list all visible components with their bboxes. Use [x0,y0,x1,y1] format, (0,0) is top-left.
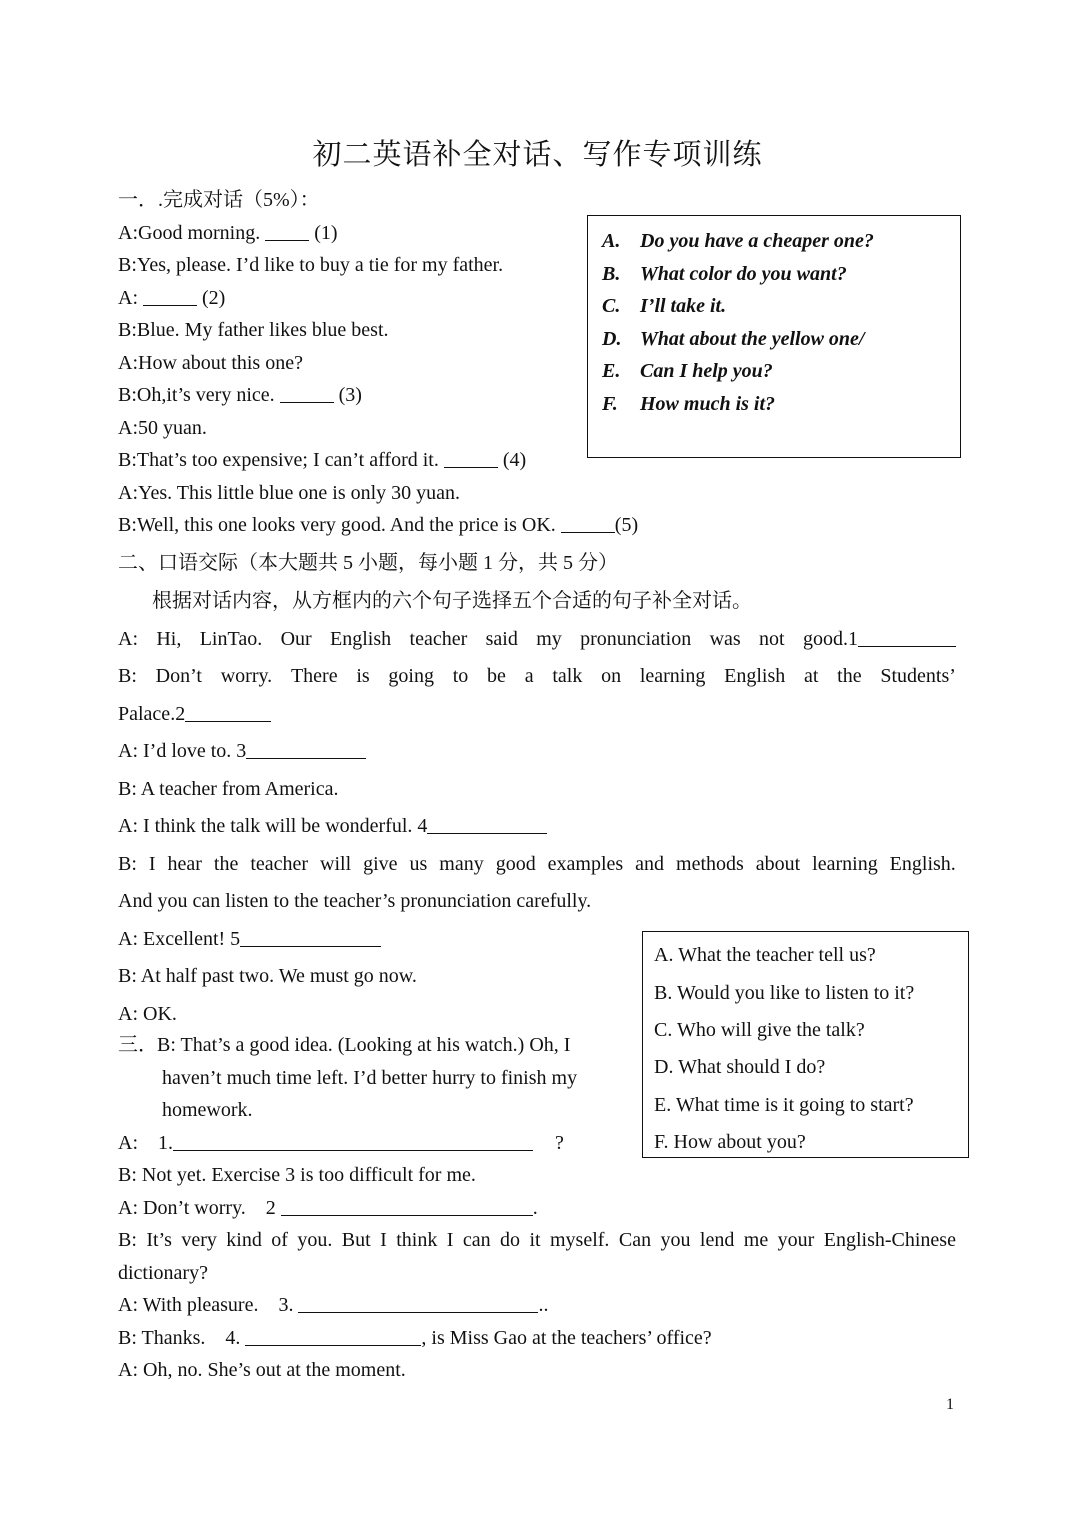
answer-blank[interactable] [245,1325,421,1346]
option-item: D. What about the yellow one/ [602,328,865,350]
page-number: 1 [946,1396,954,1413]
page-title: 初二英语补全对话、写作专项训练 [312,139,763,171]
dialogue-line: B: That’s a good idea. (Looking at his watch.) Oh, I [157,1034,571,1056]
answer-blank[interactable] [173,1130,533,1151]
dialogue-line: A:50 yuan. [118,417,207,439]
dialogue-line: A: Hi, LinTao. Our English teacher said my pronunciation was not good.1 [118,626,956,652]
dialogue-line: B: Not yet. Exercise 3 is too difficult for me. [118,1164,476,1186]
dialogue-line: B: Don’t worry. There is going to be a talk on learning English at the Students’ [118,665,956,687]
dialogue-line: Palace.2 [118,701,271,727]
dialogue-line: A: 1. ? [118,1132,564,1154]
answer-blank[interactable] [298,1292,538,1313]
option-item: B. What color do you want? [602,263,847,285]
dialogue-line [118,447,526,473]
answer-blank[interactable] [265,220,309,241]
dialogue-line: dictionary? [118,1262,208,1284]
dialogue-line: A:Yes. This little blue one is only 30 yuan. [118,482,461,504]
dialogue-line: A: With pleasure. 3. .. [118,1294,549,1316]
blank-number: (3) [333,384,362,406]
dialogue-line: B: It’s very kind of you. But I think I can do it myself. Can you lend me your English-Chinese [118,1229,956,1251]
dialogue-line: A: Oh, no. She’s out at the moment. [118,1359,406,1381]
blank-number: (2) [197,287,226,309]
answer-blank[interactable] [858,626,956,647]
answer-blank[interactable] [281,1195,533,1216]
option-item: C. Who will give the talk? [654,1019,865,1041]
options-box-1 [587,215,961,458]
blank-number: (5) [614,514,639,536]
line-text: A:Good morning. [118,222,266,244]
answer-blank[interactable] [143,285,197,306]
dialogue-line: A: I think the talk will be wonderful. 4 [118,813,547,839]
option-item: F. How much is it? [602,393,776,415]
option-item: A. Do you have a cheaper one? [602,230,874,252]
dialogue-line: And you can listen to the teacher’s pronunciation carefully. [118,890,592,912]
line-text: B:Well, this one looks very good. And the price is OK. [118,514,561,536]
dialogue-line: B: Thanks. 4. , is Miss Gao at the teachers’ office? [118,1327,712,1349]
dialogue-line: homework. [162,1099,253,1121]
section2-instruction: 根据对话内容，从方框内的六个句子选择五个合适的句子补全对话。 [152,590,752,612]
answer-blank[interactable] [427,813,547,834]
dialogue-line: B: At half past two. We must go now. [118,965,417,987]
dialogue-line: B: A teacher from America. [118,778,339,800]
option-item: D. What should I do? [654,1056,826,1078]
dialogue-line [118,382,362,408]
dialogue-line [118,512,638,538]
line-text: B:Oh,it’s very nice. [118,384,280,406]
section1-heading: 一．.完成对话（5%）： [118,189,320,211]
answer-blank[interactable] [246,738,366,759]
dialogue-line: A: Don’t worry. 2 . [118,1197,538,1219]
blank-number: (1) [309,222,338,244]
line-text: B:That’s too expensive; I can’t afford it. [118,449,444,471]
dialogue-line: A: I’d love to. 3 [118,738,366,764]
option-item: A. What the teacher tell us? [654,944,876,966]
answer-blank[interactable] [240,926,381,947]
dialogue-line: A: OK. [118,1003,177,1025]
option-item: E. Can I help you? [602,360,773,382]
section2-heading: 二、口语交际（本大题共 5 小题，每小题 1 分，共 5 分） [118,552,618,574]
section3-number: 三． [118,1034,158,1056]
line-text: A: [118,287,143,309]
answer-blank[interactable] [444,447,498,468]
dialogue-line: A:How about this one? [118,352,303,374]
dialogue-line: A: Excellent! 5 [118,926,381,952]
answer-blank[interactable] [185,701,271,722]
option-item: F. How about you? [654,1131,806,1153]
answer-blank[interactable] [561,512,615,533]
dialogue-line: B:Blue. My father likes blue best. [118,319,389,341]
blank-number: (4) [497,449,527,471]
option-item: E. What time is it going to start? [654,1094,914,1116]
dialogue-line: haven’t much time left. I’d better hurry to finish my [162,1067,578,1089]
dialogue-line [118,220,338,246]
dialogue-line: B:Yes, please. I’d like to buy a tie for my father. [118,254,504,276]
dialogue-line: B: I hear the teacher will give us many good examples and methods about learning English. [118,853,956,875]
option-item: B. Would you like to listen to it? [654,982,915,1004]
answer-blank[interactable] [280,382,334,403]
option-item: C. I’ll take it. [602,295,727,317]
dialogue-line [118,285,225,311]
options-box-2 [642,931,969,1158]
